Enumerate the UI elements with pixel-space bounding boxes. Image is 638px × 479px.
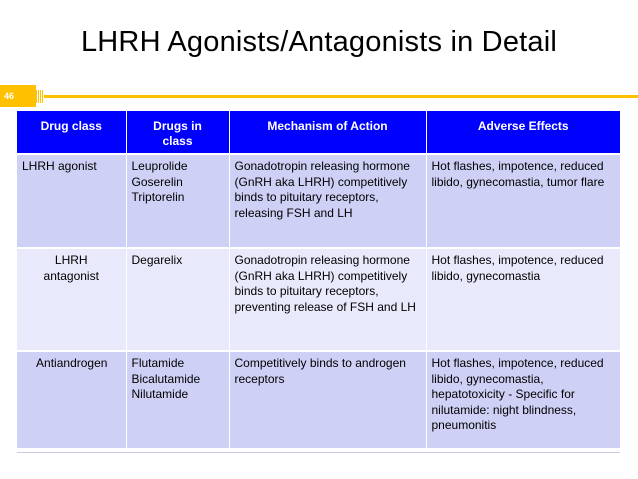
slide-title: LHRH Agonists/Antagonists in Detail [80,26,558,58]
cell-mechanism: Gonadotropin releasing hormone (GnRH aka LHRH) competitively binds to pituitary receptors, preventing release of FSH and LH [229,248,426,351]
slide-number: 46 [0,85,36,107]
cell-drugs [126,248,229,351]
table-row [17,248,620,351]
cell-mechanism: Competitively binds to androgen receptors [229,351,426,448]
cell-drugs [126,351,229,448]
drug-name: Goserelin [131,174,183,189]
title-divider [44,95,638,98]
cell-adverse-effects: Hot flashes, impotence, reduced libido, gynecomastia [426,248,620,351]
cell-adverse-effects: Hot flashes, impotence, reduced libido, gynecomastia, tumor flare [426,154,620,248]
cell-drug-class: Antiandrogen [17,351,126,448]
decorative-pattern [36,90,44,103]
drug-name: Triptorelin [131,190,185,204]
drug-name: Degarelix [131,253,183,267]
header-mechanism: Mechanism of Action [229,111,426,154]
cell-adverse-effects: Hot flashes, impotence, reduced libido, gynecomastia, hepatotoxicity - Specific for nilutamide: night blindness, pneumonitis [426,351,620,448]
drug-name: Nilutamide [131,387,189,401]
cell-drug-class: LHRH antagonist [17,248,126,351]
table-bottom-rule [17,452,620,453]
table-row [17,351,620,448]
drug-table [17,111,620,448]
cell-mechanism: Gonadotropin releasing hormone (GnRH aka LHRH) competitively binds to pituitary receptors, releasing FSH and LH [229,154,426,248]
cell-drugs [126,154,229,248]
header-drug-class: Drug class [17,111,126,154]
drug-name: Flutamide [131,356,185,370]
table-header-row [17,111,620,154]
header-drugs-in-class: Drugs in class [126,111,229,154]
drug-name: Bicalutamide [131,371,201,386]
header-adverse-effects: Adverse Effects [426,111,620,154]
cell-drug-class: LHRH agonist [17,154,126,248]
drug-name: Leuprolide [131,159,188,173]
table-row [17,154,620,248]
